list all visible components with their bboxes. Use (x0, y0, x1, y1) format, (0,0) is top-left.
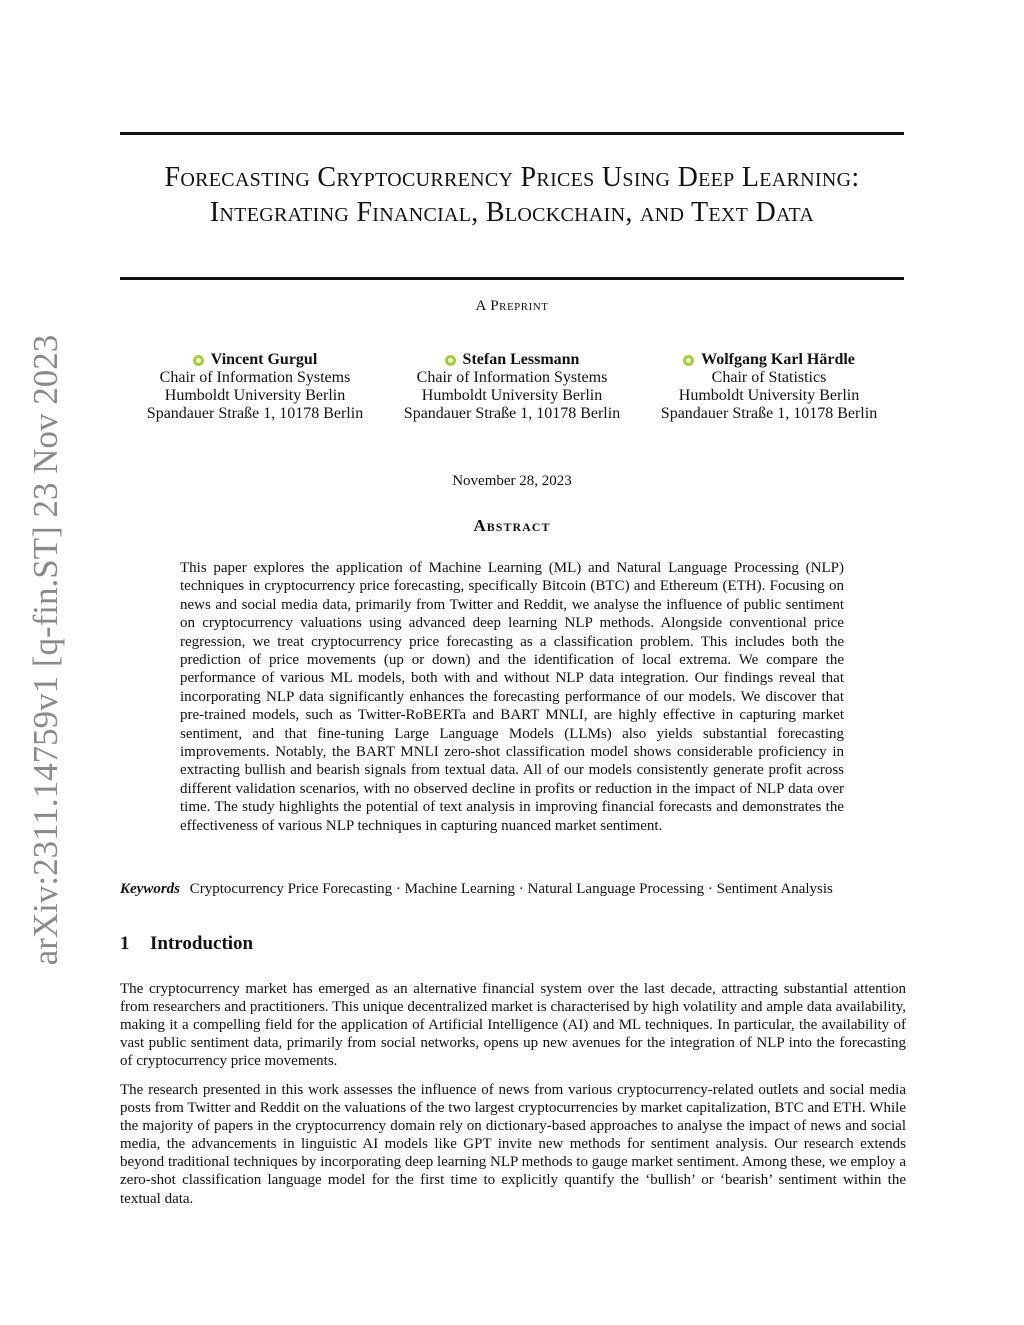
orcid-icon[interactable] (445, 355, 456, 366)
author-block (639, 351, 899, 423)
section-title: Introduction (150, 933, 254, 954)
title-bottom-rule (120, 277, 904, 280)
author-address: Spandauer Straße 1, 10178 Berlin (146, 405, 364, 422)
author-address: Spandauer Straße 1, 10178 Berlin (403, 405, 621, 422)
keywords-line (120, 880, 910, 898)
author-affiliation: Chair of Information Systems (416, 369, 608, 386)
publication-date: November 28, 2023 (452, 473, 572, 489)
abstract-heading: Abstract (473, 516, 551, 535)
preprint-label: A Preprint (475, 298, 549, 314)
keywords-list: Cryptocurrency Price Forecasting · Machine Learning · Natural Language Processing · Sentiment Analysis (189, 881, 833, 897)
orcid-icon[interactable] (683, 355, 694, 366)
author-affiliation: Chair of Statistics (711, 369, 827, 386)
orcid-icon[interactable] (193, 355, 204, 366)
author-name: Wolfgang Karl Härdle (701, 351, 855, 368)
author-institution: Humboldt University Berlin (421, 387, 603, 404)
keywords-label: Keywords (120, 881, 180, 897)
author-block (382, 351, 642, 423)
title-top-rule (120, 132, 904, 135)
author-name: Stefan Lessmann (462, 351, 580, 368)
author-affiliation: Chair of Information Systems (159, 369, 351, 386)
body-paragraph: The research presented in this work assesses the influence of news from various cryptocurrency-related outlets and social media posts from Twitter and Reddit on the valuations of the two largest cryptocurrencies by market capitalization, BTC and ETH. While the majority of papers in the cryptocurrency domain rely on dictionary-based approaches to analyse the impact of news and social media, the advancements in linguistic AI models like GPT invite new methods for sentiment analysis. Our research extends beyond traditional techniques by incorporating deep learning NLP methods to gauge market sentiment. Among these, we employ a zero-shot classification language model for the first time to explicitly quantify the ‘bullish’ or ‘bearish’ sentiment within the textual data. (120, 1082, 906, 1207)
author-name: Vincent Gurgul (210, 351, 318, 368)
author-institution: Humboldt University Berlin (678, 387, 860, 404)
author-address: Spandauer Straße 1, 10178 Berlin (660, 405, 878, 422)
section-number: 1 (120, 933, 130, 954)
abstract-body: This paper explores the application of Machine Learning (ML) and Natural Language Processing (NLP) techniques in cryptocurrency price forecasting, specifically Bitcoin (BTC) and Ethereum (ETH). Focusing on news and social media data, primarily from Twitter and Reddit, we analyse the influence of public sentiment on cryptocurrency valuations using advanced deep learning NLP methods. Alongside conventional price regression, we treat cryptocurrency price forecasting as a classification problem. This includes both the prediction of price movements (up or down) and the identification of local extrema. We compare the performance of various ML models, both with and without NLP data integration. Our findings reveal that incorporating NLP data significantly enhances the forecasting performance of our models. We discover that pre-trained models, such as Twitter-RoBERTa and BART MNLI, are highly effective in capturing market sentiment, and that fine-tuning Large Language Models (LLMs) also yields substantial forecasting improvements. Notably, the BART MNLI zero-shot classification model shows considerable proficiency in extracting bullish and bearish signals from textual data. All of our models consistently generate profit across different validation scenarios, with no observed decline in profits or reduction in the impact of NLP data over time. The study highlights the potential of text analysis in improving financial forecasts and demonstrates the effectiveness of various NLP techniques in capturing nuanced market sentiment. (180, 560, 844, 834)
body-paragraph: The cryptocurrency market has emerged as an alternative financial system over the last decade, attracting substantial attention from researchers and practitioners. This unique decentralized market is characterised by high volatility and ample data availability, making it a compelling field for the application of Artificial Intelligence (AI) and ML techniques. In particular, the availability of vast public sentiment data, primarily from social networks, opens up new avenues for the integration of NLP into the forecasting of cryptocurrency price movements. (120, 981, 906, 1070)
author-block (125, 351, 385, 423)
paper-title: Forecasting Cryptocurrency Prices Using Deep Learning: Integrating Financial, Blockchain, and Text Data (164, 162, 860, 228)
arxiv-side-stamp: arXiv:2311.14759v1 [q-fin.ST] 23 Nov 2023 (26, 334, 65, 966)
section-heading (120, 933, 253, 955)
author-institution: Humboldt University Berlin (164, 387, 346, 404)
